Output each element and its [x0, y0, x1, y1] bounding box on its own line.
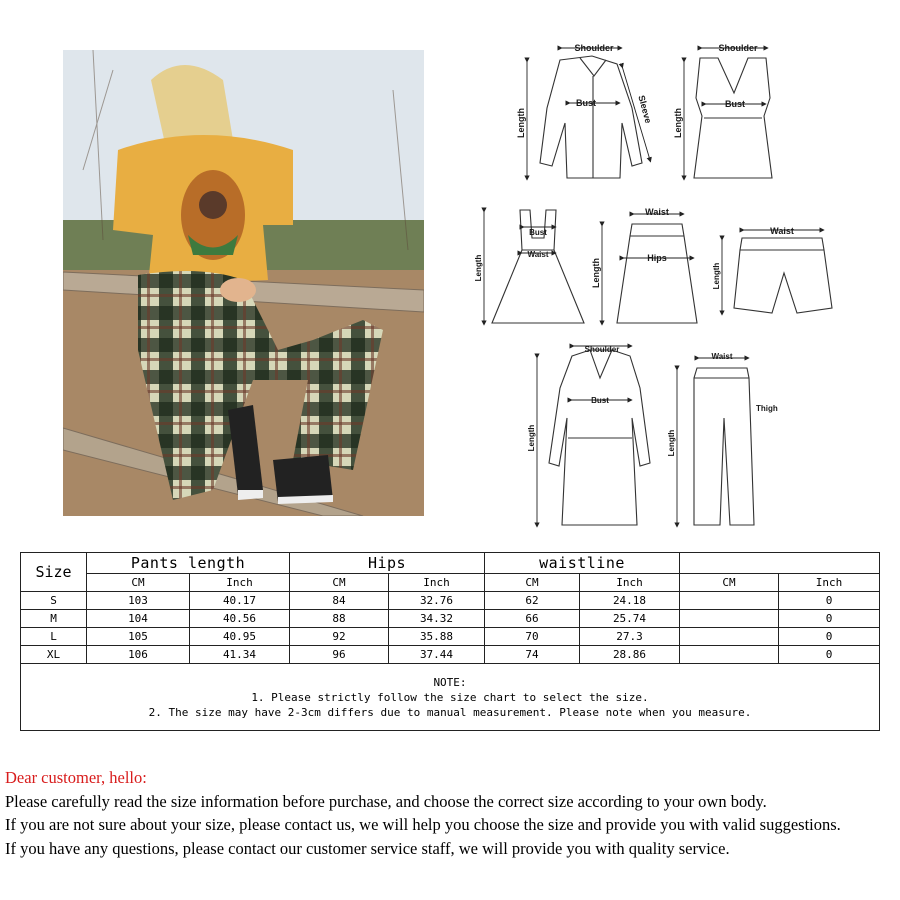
table-header-row [21, 553, 880, 574]
unit-header: Inch [779, 574, 880, 592]
value-cell: 84 [290, 592, 389, 610]
value-cell: 62 [485, 592, 580, 610]
value-cell: 92 [290, 628, 389, 646]
size-column-header: Size [21, 553, 87, 592]
vest-length-label: Length [673, 108, 683, 138]
measurement-diagrams [472, 38, 862, 536]
greeting-title: Dear customer, hello: [5, 768, 147, 787]
customer-message [5, 766, 900, 860]
value-cell [680, 610, 779, 628]
blouse-shoulder-label: Shoulder [574, 43, 614, 53]
value-cell: 24.18 [580, 592, 680, 610]
table-row [21, 610, 880, 628]
unit-header: CM [680, 574, 779, 592]
value-cell [680, 592, 779, 610]
value-cell: 66 [485, 610, 580, 628]
value-cell: 0 [779, 646, 880, 664]
blouse-bust-label: Bust [576, 98, 596, 108]
unit-header: Inch [190, 574, 290, 592]
value-cell: 70 [485, 628, 580, 646]
skirt-waist-label: Waist [645, 207, 669, 217]
pants-thigh-label: Thigh [756, 404, 778, 413]
group-header-empty [680, 553, 880, 574]
coat-shoulder-label: Shoulder [584, 345, 620, 354]
value-cell: 37.44 [389, 646, 485, 664]
group-header-hips: Hips [290, 553, 485, 574]
size-cell: L [21, 628, 87, 646]
skirt-hips-label: Hips [647, 253, 667, 263]
table-row [21, 592, 880, 610]
table-row [21, 646, 880, 664]
coat-bust-label: Bust [591, 396, 609, 405]
vest-bust-label: Bust [725, 99, 745, 109]
note-line: 2. The size may have 2-3cm differs due to manual measurement. Please note when you measure. [148, 705, 752, 719]
value-cell: 40.17 [190, 592, 290, 610]
greeting-line: Please carefully read the size information before purchase, and choose the correct size according to your own body. [5, 791, 767, 811]
unit-header-row [21, 574, 880, 592]
value-cell: 103 [87, 592, 190, 610]
note-title: NOTE: [433, 675, 467, 689]
value-cell: 35.88 [389, 628, 485, 646]
shorts-waist-label: Waist [770, 226, 794, 236]
unit-header: Inch [580, 574, 680, 592]
shorts-outline [734, 238, 832, 313]
dress-length-label: Length [474, 254, 483, 282]
note-line: 1. Please strictly follow the size chart to select the size. [251, 690, 649, 704]
value-cell [680, 628, 779, 646]
value-cell: 40.56 [190, 610, 290, 628]
value-cell: 41.34 [190, 646, 290, 664]
value-cell: 27.3 [580, 628, 680, 646]
value-cell [680, 646, 779, 664]
group-header-waistline: waistline [485, 553, 680, 574]
dress-waist-label: Waist [527, 250, 549, 259]
shorts-length-label: Length [712, 262, 721, 290]
greeting-line: If you have any questions, please contact our customer service staff, we will provide you with quality service. [5, 838, 730, 858]
value-cell: 104 [87, 610, 190, 628]
table-row [21, 628, 880, 646]
size-cell: S [21, 592, 87, 610]
note-cell [21, 664, 880, 731]
product-photo [63, 50, 424, 516]
note-row [21, 664, 880, 731]
value-cell: 0 [779, 610, 880, 628]
value-cell: 34.32 [389, 610, 485, 628]
group-header-pants-length: Pants length [87, 553, 290, 574]
vest-outline [694, 58, 772, 178]
value-cell: 0 [779, 592, 880, 610]
value-cell: 105 [87, 628, 190, 646]
vest-shoulder-label: Shoulder [718, 43, 758, 53]
dress-bust-label: Bust [529, 228, 547, 237]
value-cell: 32.76 [389, 592, 485, 610]
skirt-outline [617, 224, 697, 323]
pants-waist-label: Waist [711, 352, 733, 361]
greeting-line: If you are not sure about your size, please contact us, we will help you choose the size and provide you with valid suggestions. [5, 815, 841, 834]
value-cell: 28.86 [580, 646, 680, 664]
coat-outline [549, 350, 650, 525]
pants-length-label: Length [667, 429, 676, 457]
pants-outline [694, 368, 754, 525]
blouse-length-label: Length [516, 108, 526, 138]
value-cell: 0 [779, 628, 880, 646]
value-cell: 88 [290, 610, 389, 628]
blouse-sleeve-label: Sleeve [636, 94, 654, 125]
size-cell: XL [21, 646, 87, 664]
skirt-length-label: Length [591, 258, 601, 288]
value-cell: 96 [290, 646, 389, 664]
size-chart-table [20, 552, 880, 731]
unit-header: CM [485, 574, 580, 592]
unit-header: CM [290, 574, 389, 592]
unit-header: Inch [389, 574, 485, 592]
unit-header: CM [87, 574, 190, 592]
value-cell: 25.74 [580, 610, 680, 628]
value-cell: 74 [485, 646, 580, 664]
value-cell: 40.95 [190, 628, 290, 646]
blouse-outline [540, 56, 642, 178]
size-cell: M [21, 610, 87, 628]
value-cell: 106 [87, 646, 190, 664]
coat-length-label: Length [527, 424, 536, 452]
